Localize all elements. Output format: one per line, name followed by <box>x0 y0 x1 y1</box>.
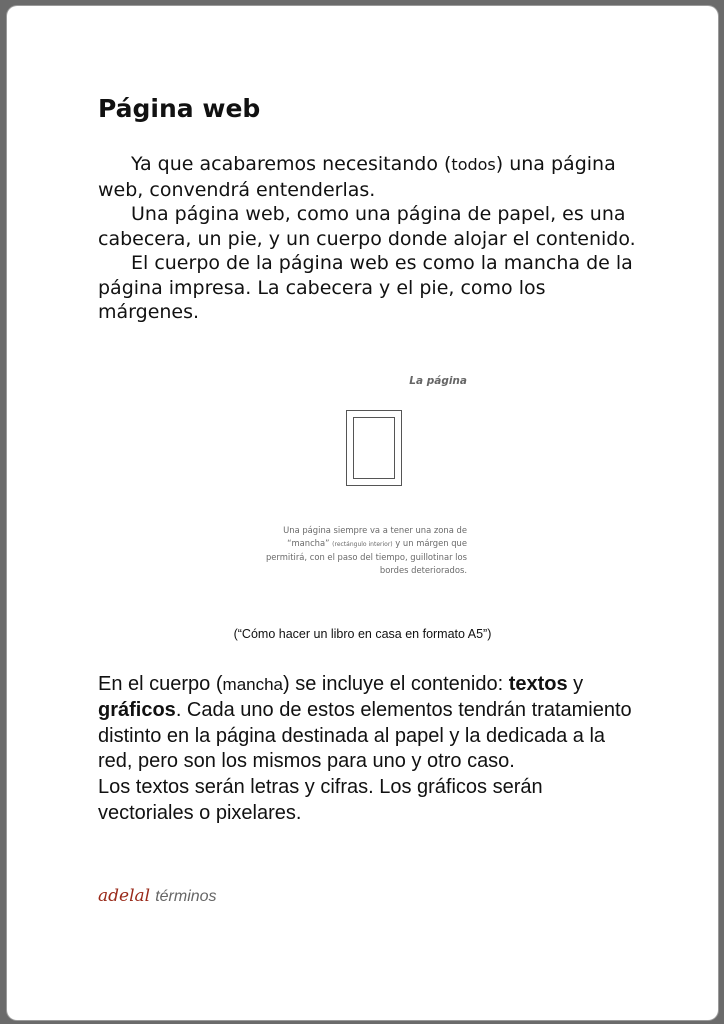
body-text <box>98 672 638 827</box>
brand-footer <box>98 886 217 906</box>
body-paragraph-1: En el cuerpo (mancha) se incluye el contenido: textos y gráficos. Cada uno de estos elementos tendrán tratamiento distinto en la página destinada al papel y la dedicada a la red, pero son los mismos para uno y otro caso. <box>98 673 632 773</box>
page-title: Página web <box>98 94 261 123</box>
source-citation: (“Cómo hacer un libro en casa en formato A5”) <box>233 627 492 641</box>
page-diagram-mancha <box>353 417 395 479</box>
intro-text <box>98 152 638 325</box>
figure-note: Una página siempre va a tener una zona de “mancha” (rectángulo interior) y un márgen que permitirá, con el paso del tiempo, guillotinar los bordes deteriorados. <box>265 525 467 575</box>
brand-logo: adelal <box>98 886 151 906</box>
page-diagram-outer <box>346 410 402 486</box>
intro-paragraph-2: Una página web, como una página de papel, es una cabecera, un pie, y un cuerpo donde alojar el contenido. <box>98 203 636 250</box>
figure-caption: La página <box>409 375 467 387</box>
brand-section: términos <box>155 888 217 905</box>
body-paragraph-2: Los textos serán letras y cifras. Los gráficos serán vectoriales o pixelares. <box>98 776 543 824</box>
document-page <box>7 6 718 1020</box>
intro-paragraph-1: Ya que acabaremos necesitando (todos) una página web, convendrá entenderlas. <box>98 153 616 201</box>
intro-paragraph-3: El cuerpo de la página web es como la mancha de la página impresa. La cabecera y el pie, como los márgenes. <box>98 252 633 323</box>
